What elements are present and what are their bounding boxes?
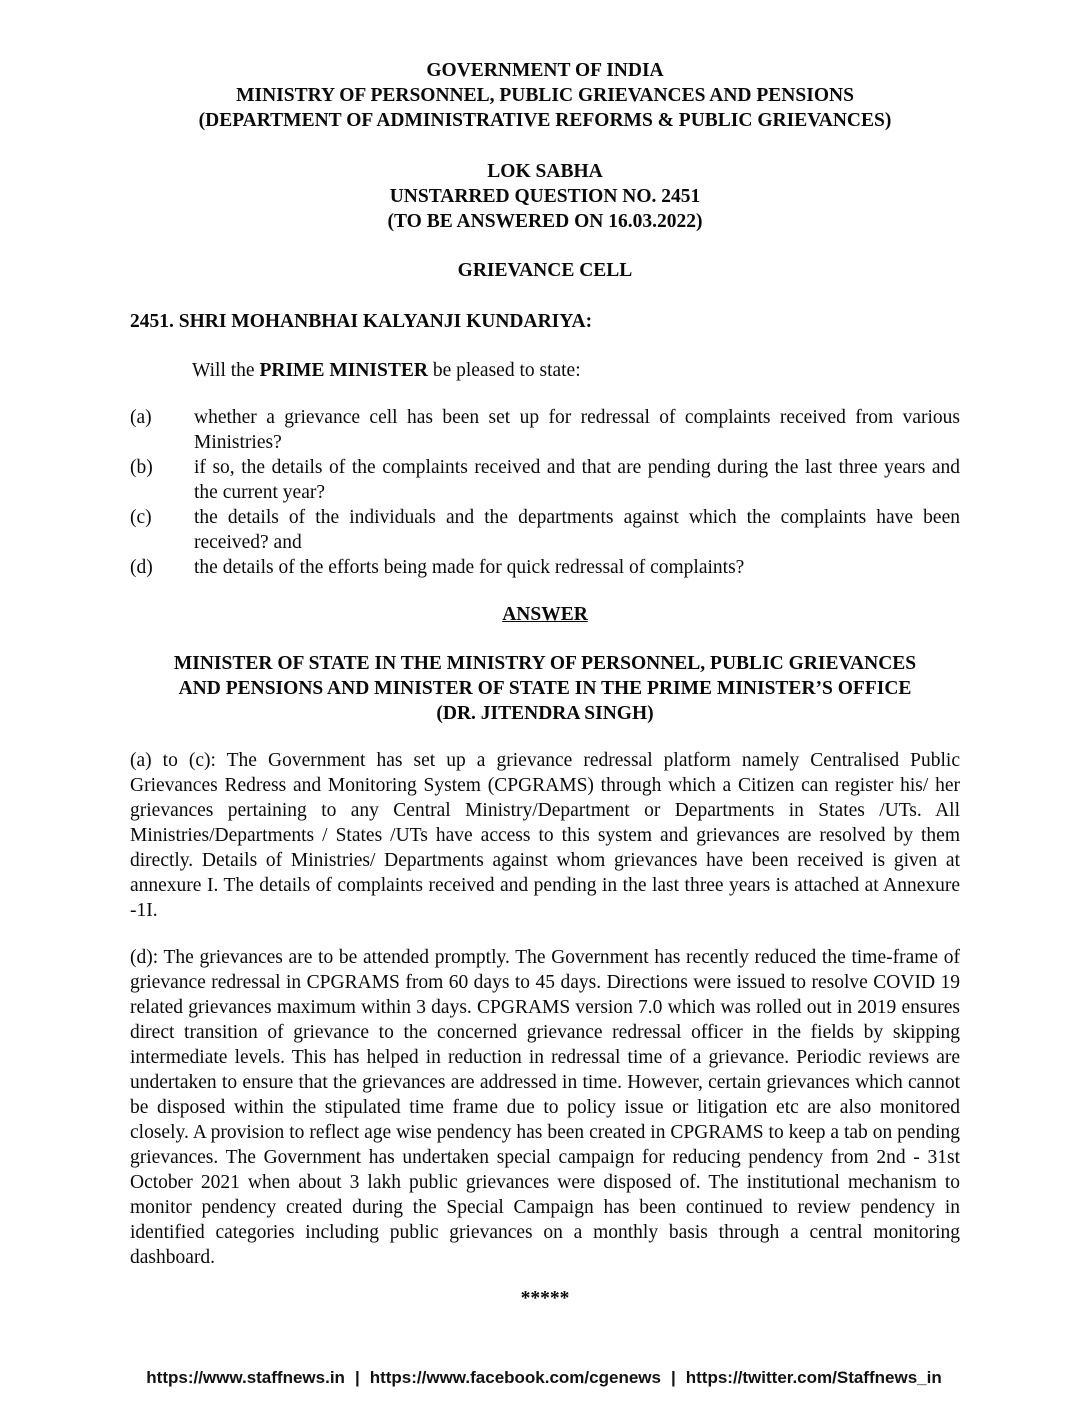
minister-heading-line1: MINISTER OF STATE IN THE MINISTRY OF PERSONNEL, PUBLIC GRIEVANCES [173,653,917,674]
footer-links [0,1365,1088,1390]
header-line-ministry: MINISTRY OF PERSONNEL, PUBLIC GRIEVANCES AND PENSIONS [236,85,854,106]
question-item-c [130,505,960,555]
question-label: (c) [130,507,152,528]
end-stars: ***** [520,1288,570,1309]
subject-line: GRIEVANCE CELL [457,260,633,281]
question-text: the details of the efforts being made for quick redressal of complaints? [194,557,745,578]
answer-paragraph-a-to-c: (a) to (c): The Government has set up a grievance redressal platform namely Centralised Public Grievances Redress and Monitoring System (CPGRAMS) through which a Citizen can register his/ her grievances pertaining to any Central Ministry/Department or Departments in States /UTs. All Ministries/Departments / States /UTs have access to this system and grievances are resolved by them directly. Details of Ministries/ Departments against whom grievances have been received is given at annexure I. The details of complaints received and pending in the last three years is attached at Annexure -1I. [130,750,960,921]
question-text: if so, the details of the complaints received and that are pending during the last three years and the current year? [194,457,960,503]
will-line-prefix: Will the [192,360,260,381]
minister-heading [130,651,960,726]
question-list [130,405,960,580]
member-line: 2451. SHRI MOHANBHAI KALYANJI KUNDARIYA: [130,311,593,332]
minister-heading-line3: (DR. JITENDRA SINGH) [436,703,654,724]
question-label: (d) [130,557,153,578]
question-number-line: UNSTARRED QUESTION NO. 2451 [389,186,701,207]
question-item-d [130,555,960,580]
minister-heading-line2: AND PENSIONS AND MINISTER OF STATE IN THE PRIME MINISTER’S OFFICE [178,678,912,699]
footer-link-staffnews[interactable]: https://www.staffnews.in [146,1368,345,1387]
header-line-department: (DEPARTMENT OF ADMINISTRATIVE REFORMS & PUBLIC GRIEVANCES) [198,110,892,131]
answer-paragraph-d: (d): The grievances are to be attended promptly. The Government has recently reduced the time-frame of grievance redressal in CPGRAMS from 60 days to 45 days. Directions were issued to resolve COVID 19 related grievances maximum within 3 days. CPGRAMS version 7.0 which was rolled out in 2019 ensures direct transition of grievance to the concerned grievance redressal officer in the fields by skipping intermediate levels. This has helped in reduction in redressal time of a grievance. Periodic reviews are undertaken to ensure that the grievances are addressed in time. However, certain grievances which cannot be disposed within the stipulated time frame due to policy issue or litigation etc are also monitored closely. A provision to reflect age wise pendency has been created in CPGRAMS to keep a tab on pending grievances. The Government has undertaken special campaign for reducing pendency from 2nd - 31st October 2021 when about 3 lakh public grievances were disposed of. The institutional mechanism to monitor pendency created during the Special Campaign has been continued to review pendency in identified categories including public grievances on a monthly basis through a central monitoring dashboard. [130,947,960,1268]
answer-date-line: (TO BE ANSWERED ON 16.03.2022) [387,211,703,232]
question-item-b [130,455,960,505]
footer-link-facebook[interactable]: https://www.facebook.com/cgenews [369,1368,661,1387]
footer-link-twitter[interactable]: https://twitter.com/Staffnews_in [685,1368,942,1387]
answer-heading: ANSWER [502,604,588,625]
will-line [192,358,960,383]
house-name: LOK SABHA [487,161,603,182]
question-label: (a) [130,407,152,428]
document-header [130,58,960,133]
question-text: the details of the individuals and the departments against which the complaints have been received? and [194,507,960,553]
question-label: (b) [130,457,153,478]
will-line-suffix: be pleased to state: [427,360,581,381]
will-line-minister: PRIME MINISTER [259,360,428,381]
footer-separator: | [670,1368,676,1387]
question-text: whether a grievance cell has been set up for redressal of complaints received from various Ministries? [194,407,960,453]
footer-separator: | [354,1368,360,1387]
header-line-govt: GOVERNMENT OF INDIA [426,60,664,81]
question-item-a [130,405,960,455]
question-meta-block [130,159,960,234]
